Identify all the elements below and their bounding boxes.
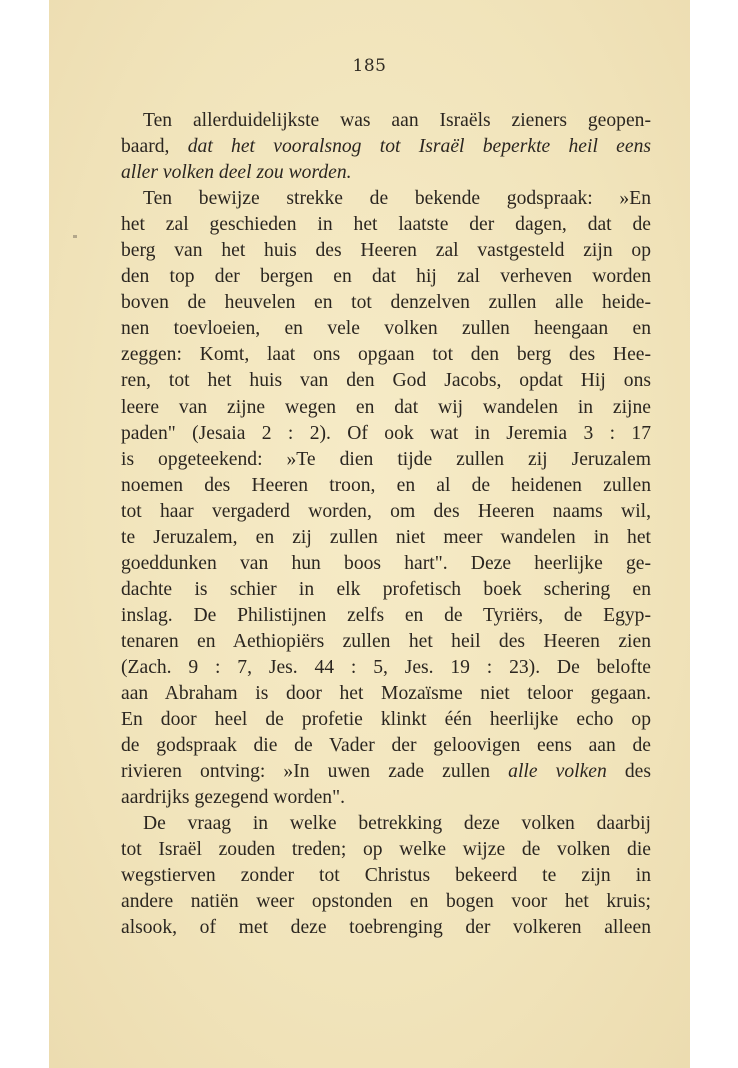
- text-segment: het zal geschieden in het laatste der dagen, dat de: [121, 214, 651, 236]
- text-line: [121, 551, 651, 577]
- text-line: [121, 212, 651, 238]
- text-segment: Ten allerduidelijkste was aan Israëls zieners geopen-: [143, 110, 651, 131]
- text-segment: alsook, of met deze toebrenging der volkeren alleen: [121, 917, 651, 939]
- text-segment: den top der bergen en dat hij zal verheven worden: [121, 266, 651, 288]
- text-line: [121, 629, 651, 655]
- text-line: [121, 421, 651, 447]
- page-number: 185: [352, 56, 387, 76]
- scanned-page: [49, 0, 690, 1068]
- text-line: [121, 889, 651, 915]
- text-segment: noemen des Heeren troon, en al de heidenen zullen: [121, 474, 651, 496]
- text-line: [121, 134, 651, 160]
- text-segment: tot Israël zouden treden; op welke wijze de volken die: [121, 839, 651, 861]
- text-line: [121, 655, 651, 681]
- text-segment: tot haar vergaderd worden, om des Heeren naams wil,: [121, 500, 651, 522]
- text-segment: leere van zijne wegen en dat wij wandelen in zijne: [121, 396, 651, 418]
- text-line: [121, 160, 651, 186]
- text-line: [121, 577, 651, 603]
- text-line: [121, 499, 651, 525]
- text-segment: berg van het huis des Heeren zal vastgesteld zijn op: [121, 240, 651, 262]
- text-segment: de godspraak die de Vader der geloovigen eens aan de: [121, 735, 651, 757]
- text-line: [121, 473, 651, 499]
- text-line: [121, 811, 651, 837]
- text-segment: dachte is schier in elk profetisch boek schering en: [121, 578, 651, 600]
- text-line: [121, 837, 651, 863]
- text-segment: andere natiën weer opstonden en bogen voor het kruis;: [121, 891, 651, 913]
- text-line: [121, 108, 651, 134]
- text-segment: paden" (Jesaia 2 : 2). Of ook wat in Jeremia 3 : 17: [121, 422, 651, 444]
- text-segment: En door heel de profetie klinkt één heerlijke echo op: [121, 709, 651, 731]
- text-line: [121, 290, 651, 316]
- text-segment: des: [606, 761, 651, 783]
- text-line: [121, 186, 651, 212]
- text-segment: De vraag in welke betrekking deze volken daarbij: [143, 813, 651, 835]
- text-line: [121, 681, 651, 707]
- text-segment: boven de heuvelen en tot denzelven zullen alle heide-: [121, 292, 651, 314]
- text-line: [121, 316, 651, 342]
- text-line: [121, 915, 651, 941]
- text-line: [121, 759, 651, 785]
- text-segment: goeddunken van hun boos hart". Deze heerlijke ge-: [121, 552, 651, 574]
- text-segment: aardrijks gezegend worden".: [121, 787, 345, 809]
- text-line: [121, 603, 651, 629]
- italic-segment: dat het vooralsnog tot Israël beperkte heil eens: [187, 136, 651, 158]
- text-segment: aan Abraham is door het Mozaïsme niet teloor gegaan.: [121, 683, 651, 705]
- text-line: [121, 342, 651, 368]
- text-segment: rivieren ontving: »In uwen zade zullen: [121, 761, 509, 783]
- text-line: [121, 785, 651, 811]
- text-line: [121, 733, 651, 759]
- text-line: [121, 368, 651, 394]
- paper-speck: [73, 235, 77, 238]
- text-segment: zeggen: Komt, laat ons opgaan tot den berg des Hee-: [121, 344, 651, 366]
- text-line: [121, 395, 651, 421]
- italic-segment: aller volken deel zou worden.: [121, 162, 352, 184]
- text-segment: ren, tot het huis van den God Jacobs, opdat Hij ons: [121, 370, 651, 392]
- text-segment: baard,: [121, 136, 188, 158]
- text-line: [121, 238, 651, 264]
- text-line: [121, 447, 651, 473]
- text-line: [121, 863, 651, 889]
- text-segment: is opgeteekend: »Te dien tijde zullen zij Jeruzalem: [121, 448, 651, 470]
- text-segment: tenaren en Aethiopiërs zullen het heil des Heeren zien: [121, 630, 651, 652]
- text-line: [121, 525, 651, 551]
- text-line: [121, 707, 651, 733]
- body-text: [121, 108, 651, 942]
- text-segment: inslag. De Philistijnen zelfs en de Tyriërs, de Egyp-: [121, 604, 651, 626]
- text-segment: wegstierven zonder tot Christus bekeerd te zijn in: [121, 865, 651, 887]
- text-segment: te Jeruzalem, en zij zullen niet meer wandelen in het: [121, 526, 651, 548]
- text-segment: (Zach. 9 : 7, Jes. 44 : 5, Jes. 19 : 23). De belofte: [121, 656, 651, 678]
- text-line: [121, 264, 651, 290]
- text-segment: nen toevloeien, en vele volken zullen heengaan en: [121, 318, 651, 340]
- text-segment: Ten bewijze strekke de bekende godspraak: »En: [143, 188, 651, 210]
- italic-segment: alle volken: [508, 761, 607, 783]
